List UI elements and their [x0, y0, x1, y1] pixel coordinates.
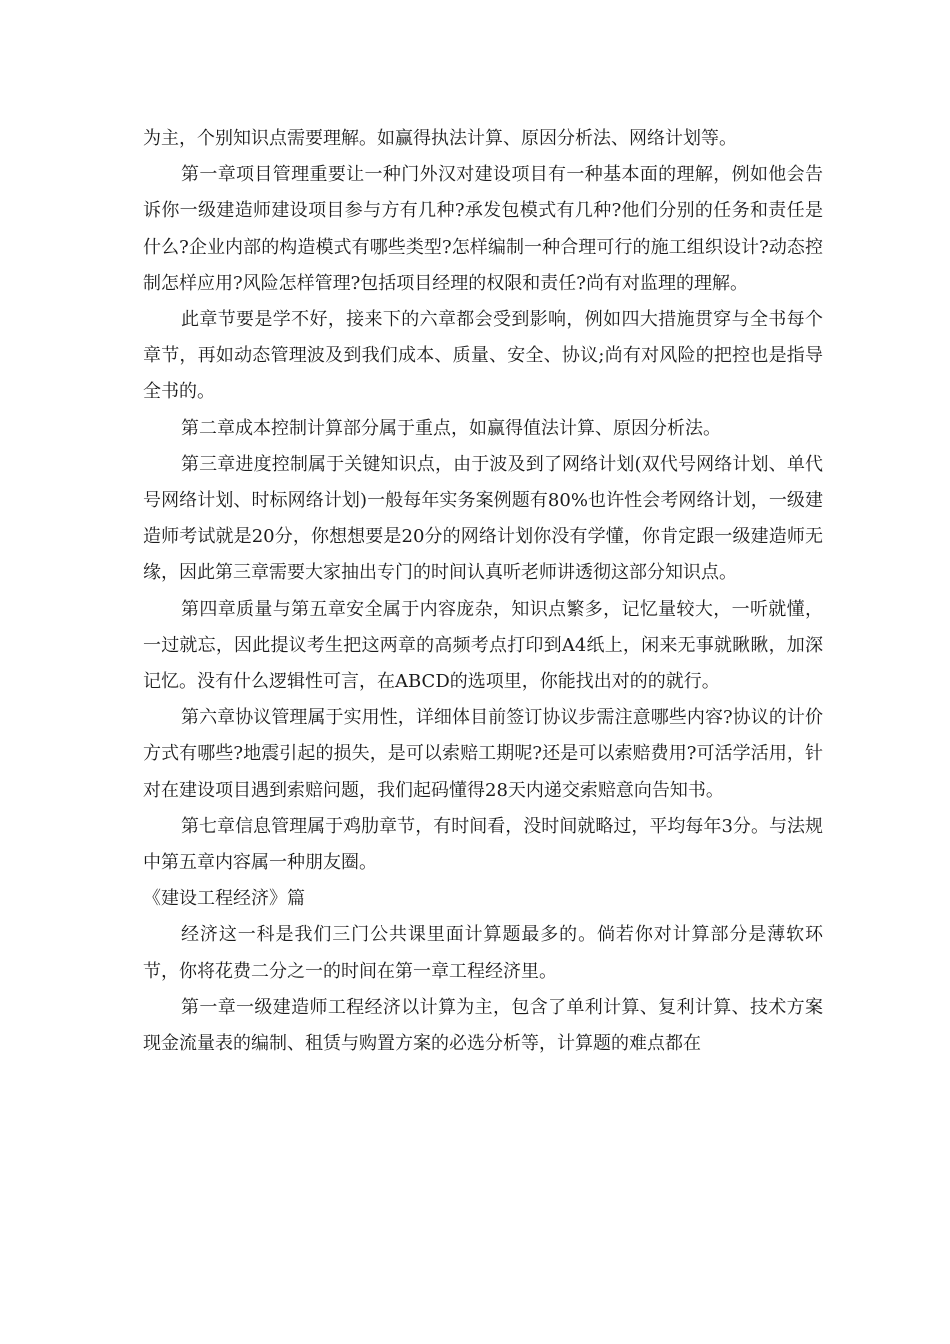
document-body — [143, 121, 823, 1062]
paragraph-chapter1-importance: 此章节要是学不好，接来下的六章都会受到影响，例如四大措施贯穿与全书每个章节，再如动态管理波及到我们成本、质量、安全、协议;尚有对风险的把控也是指导全书的。 — [143, 309, 823, 403]
paragraph-chapter4-5-quality-safety: 第四章质量与第五章安全属于内容庞杂，知识点繁多，记忆量较大，一听就懂，一过就忘，因此提议考生把这两章的高频考点打印到A4纸上，闲来无事就瞅瞅，加深记忆。没有什么逻辑性可言，在ABCD的选项里，你能找出对的的就行。 — [143, 598, 823, 693]
paragraph-chapter2-cost-control: 第二章成本控制计算部分属于重点，如赢得值法计算、原因分析法。 — [181, 417, 721, 439]
paragraph-chapter7-information: 第七章信息管理属于鸡肋章节，有时间看，没时间就略过，平均每年3分。与法规中第五章内容属一种朋友圈。 — [143, 815, 823, 874]
section-heading-economics: 《建设工程经济》篇 — [143, 888, 305, 910]
paragraph-economics-intro: 经济这一科是我们三门公共课里面计算题最多的。倘若你对计算部分是薄软环节，你将花费二分之一的时间在第一章工程经济里。 — [143, 924, 823, 982]
paragraph-chapter6-contract: 第六章协议管理属于实用性，详细体目前签订协议步需注意哪些内容?协议的计价方式有哪些?地震引起的损失，是可以索赔工期呢?还是可以索赔费用?可活学活用，针对在建设项目遇到索赔问题，我们起码懂得28天内递交索赔意向告知书。 — [143, 707, 823, 801]
paragraph-chapter1-project-management: 第一章项目管理重要让一种门外汉对建设项目有一种基本面的理解，例如他会告诉你一级建造师建设项目参与方有几种?承发包模式有几种?他们分别的任务和责任是什么?企业内部的构造模式有哪些类型?怎样编制一种合理可行的施工组织设计?动态控制怎样应用?风险怎样管理?包括项目经理的权限和责任?尚有对监理的理解。 — [143, 164, 823, 294]
paragraph-intro: 为主，个别知识点需要理解。如赢得执法计算、原因分析法、网络计划等。 — [143, 128, 737, 149]
paragraph-chapter3-schedule-control: 第三章进度控制属于关键知识点，由于波及到了网络计划(双代号网络计划、单代号网络计划、时标网络计划)一般每年实务案例题有80%也许性会考网络计划，一级建造师考试就是20分，你想想要是20分的网络计划你没有学懂，你肯定跟一级建造师无缘，因此第三章需要大家抽出专门的时间认真听老师讲透彻这部分知识点。 — [143, 453, 823, 584]
paragraph-economics-chapter1: 第一章一级建造师工程经济以计算为主，包含了单利计算、复利计算、技术方案现金流量表的编制、租赁与购置方案的必选分析等，计算题的难点都在 — [143, 996, 823, 1055]
